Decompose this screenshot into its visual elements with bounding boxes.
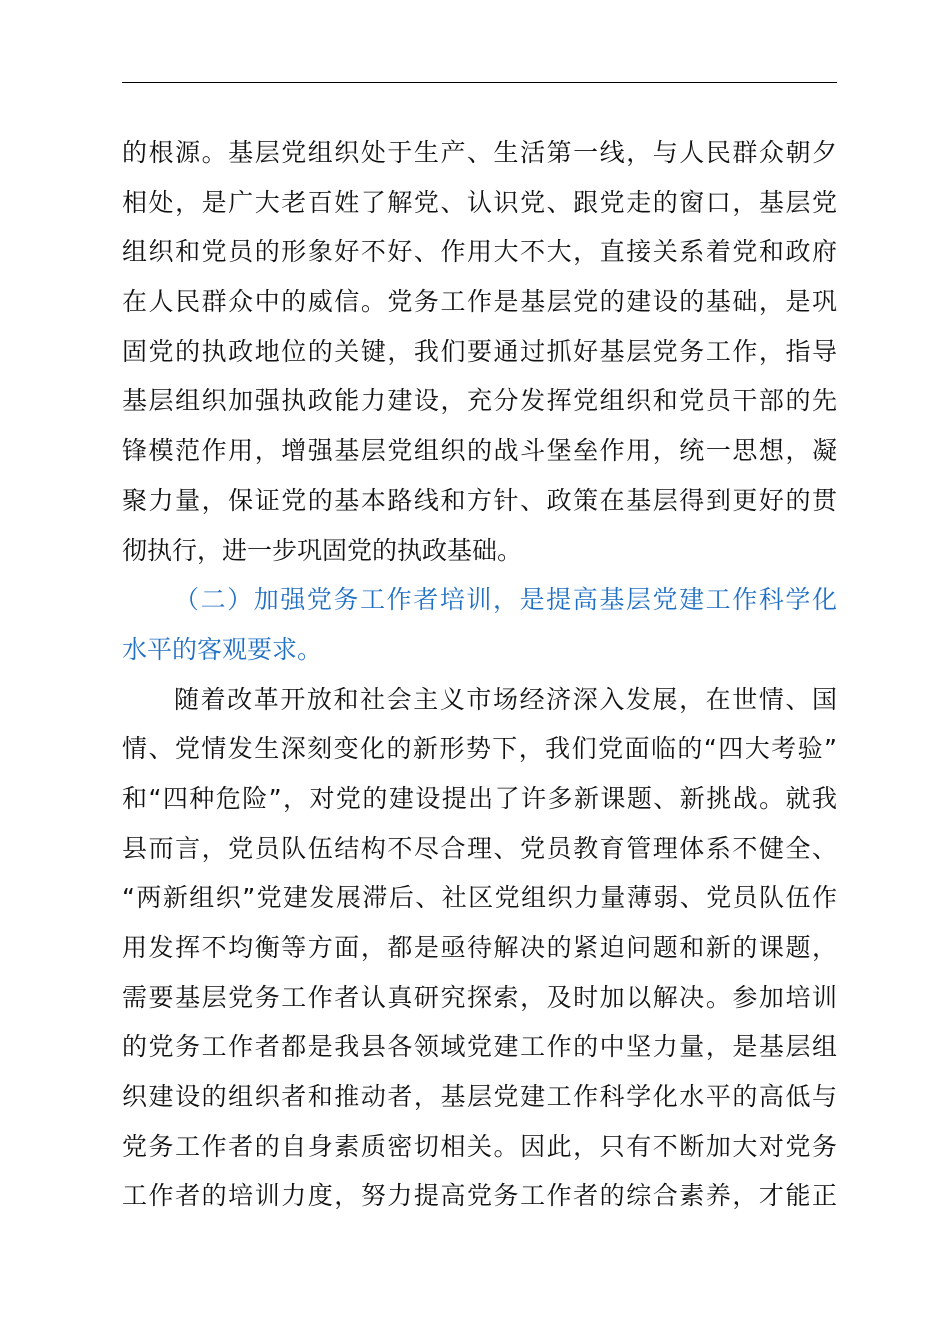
text-line: 锋模范作用，增强基层党组织的战斗堡垒作用，统一思想，凝 [122,436,837,466]
text-line: 在人民群众中的威信。党务工作是基层党的建设的基础，是巩 [122,287,837,317]
text-line: 彻执行，进一步巩固党的执政基础。 [122,535,523,565]
text-line: 用发挥不均衡等方面，都是亟待解决的紧迫问题和新的课题， [122,933,837,962]
text-line: 需要基层党务工作者认真研究探索，及时加以解决。参加培训 [122,982,837,1012]
heading-line: （二）加强党务工作者培训，是提高基层党建工作科学化 [174,585,837,615]
paragraph [122,675,837,1222]
text-line: 县而言，党员队伍结构不尽合理、党员教育管理体系不健全、 [122,833,837,863]
text-line: 固党的执政地位的关键，我们要通过抓好基层党务工作，指导 [122,336,837,366]
header-rule [122,82,837,83]
text-line: 的根源。基层党组织处于生产、生活第一线，与人民群众朝夕 [122,138,837,167]
text-line: 组织和党员的形象好不好、作用大不大，直接关系着党和政府 [122,237,837,267]
text-line: 基层组织加强执政能力建设，充分发挥党组织和党员干部的先 [122,386,837,416]
paragraph-continuation [122,128,837,575]
body-text [122,128,837,1221]
text-line: 情、党情发生深刻变化的新形势下，我们党面临的“四大考验” [122,734,837,764]
heading-line: 水平的客观要求。 [122,634,323,664]
text-line: “两新组织”党建发展滞后、社区党组织力量薄弱、党员队伍作 [122,883,837,913]
text-line: 的党务工作者都是我县各领域党建工作的中坚力量，是基层组 [122,1032,837,1062]
section-heading [122,575,837,674]
text-line: 党务工作者的自身素质密切相关。因此，只有不断加大对党务 [122,1131,837,1161]
text-line: 随着改革开放和社会主义市场经济深入发展，在世情、国 [174,684,837,714]
text-line: 工作者的培训力度，努力提高党务工作者的综合素养，才能正 [122,1181,837,1211]
text-line: 聚力量，保证党的基本路线和方针、政策在基层得到更好的贯 [122,485,837,515]
text-line: 和“四种危险”，对党的建设提出了许多新课题、新挑战。就我 [122,783,837,813]
text-line: 织建设的组织者和推动者，基层党建工作科学化水平的高低与 [122,1082,837,1112]
text-line: 相处，是广大老百姓了解党、认识党、跟党走的窗口，基层党 [122,187,837,217]
